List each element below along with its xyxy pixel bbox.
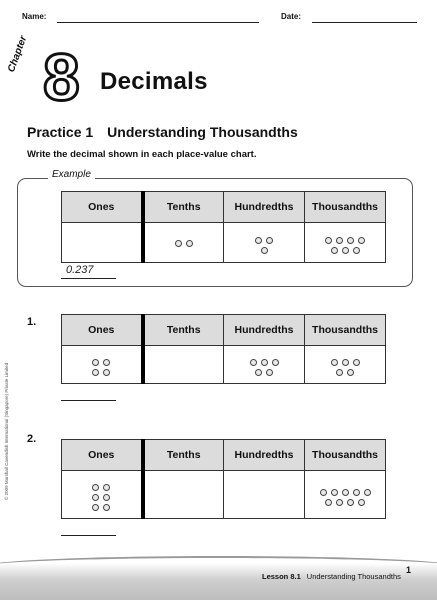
counter-dot — [353, 359, 360, 366]
counter-dot — [92, 359, 99, 366]
example-answer-line — [61, 278, 116, 279]
counter-dot — [353, 489, 360, 496]
copyright-notice: © 2009 Marshall Cavendish International (Singapore) Private Limited — [4, 362, 9, 500]
counter-dot — [261, 247, 268, 254]
counter-dot — [266, 237, 273, 244]
column-header-hundredths: Hundredths — [224, 192, 305, 223]
example-place-value-chart — [61, 191, 386, 263]
column-header-ones: Ones — [62, 192, 143, 223]
column-header-tenths: Tenths — [143, 440, 224, 471]
counter-dot — [325, 499, 332, 506]
column-header-hundredths: Hundredths — [224, 315, 305, 346]
practice-heading — [27, 124, 298, 140]
counter-dot — [331, 489, 338, 496]
counter-dot — [320, 489, 327, 496]
counter-dot — [92, 494, 99, 501]
tenths-cell — [143, 223, 224, 263]
counter-dot — [103, 504, 110, 511]
counter-dot — [336, 499, 343, 506]
counter-dot — [331, 247, 338, 254]
counter-dot — [358, 237, 365, 244]
counter-dot — [272, 359, 279, 366]
counter-dot — [261, 359, 268, 366]
example-label: Example — [48, 169, 95, 180]
tenths-cell — [143, 471, 224, 519]
question-2-answer-line[interactable] — [61, 535, 116, 536]
question-2-number: 2. — [27, 433, 37, 445]
chapter-word: Chapter — [6, 34, 30, 74]
counter-dot — [103, 494, 110, 501]
counter-dot — [347, 369, 354, 376]
counter-dot — [186, 240, 193, 247]
counter-dot — [103, 359, 110, 366]
practice-lesson-name: Understanding Thousandths — [107, 124, 298, 140]
counter-dot — [255, 369, 262, 376]
practice-label: Practice 1 — [27, 124, 94, 140]
question-1-place-value-chart — [61, 314, 386, 384]
footer-lesson-number: Lesson 8.1 — [262, 572, 301, 581]
thousandths-cell — [305, 471, 386, 519]
column-header-ones: Ones — [62, 315, 143, 346]
counter-dot — [103, 484, 110, 491]
hundredths-cell — [224, 471, 305, 519]
column-header-thousandths: Thousandths — [305, 440, 386, 471]
counter-dot — [358, 499, 365, 506]
counter-dot — [336, 237, 343, 244]
thousandths-counters — [317, 489, 374, 506]
column-header-tenths: Tenths — [143, 315, 224, 346]
counter-dot — [353, 247, 360, 254]
tenths-cell — [143, 346, 224, 384]
column-header-thousandths: Thousandths — [305, 315, 386, 346]
date-label: Date: — [281, 12, 302, 21]
counter-dot — [325, 237, 332, 244]
counter-dot — [347, 237, 354, 244]
ones-cell — [62, 223, 143, 263]
footer-lesson — [262, 572, 401, 581]
counter-dot — [103, 369, 110, 376]
chapter-title: Decimals — [100, 68, 208, 95]
counter-dot — [175, 240, 182, 247]
thousandths-counters — [322, 237, 368, 254]
counter-dot — [336, 369, 343, 376]
name-field[interactable] — [57, 22, 259, 23]
tenths-counters — [172, 240, 196, 247]
column-header-tenths: Tenths — [143, 192, 224, 223]
counter-dot — [347, 499, 354, 506]
column-header-ones: Ones — [62, 440, 143, 471]
page-number: 1 — [406, 565, 412, 575]
thousandths-counters — [328, 359, 363, 376]
counter-dot — [92, 369, 99, 376]
counter-dot — [266, 369, 273, 376]
question-1-number: 1. — [27, 316, 37, 328]
ones-cell — [62, 346, 143, 384]
chapter-number: 8 — [43, 40, 80, 114]
counter-dot — [92, 504, 99, 511]
counter-dot — [342, 489, 349, 496]
name-label: Name: — [22, 12, 47, 21]
ones-counters — [89, 359, 113, 376]
column-header-thousandths: Thousandths — [305, 192, 386, 223]
question-2-place-value-chart — [61, 439, 386, 519]
column-header-hundredths: Hundredths — [224, 440, 305, 471]
question-1-answer-line[interactable] — [61, 400, 116, 401]
counter-dot — [250, 359, 257, 366]
ones-cell — [62, 471, 143, 519]
hundredths-cell — [224, 223, 305, 263]
counter-dot — [342, 359, 349, 366]
example-answer: 0.237 — [66, 264, 94, 276]
counter-dot — [331, 359, 338, 366]
footer-lesson-name: Understanding Thousandths — [306, 572, 401, 581]
thousandths-cell — [305, 223, 386, 263]
counter-dot — [255, 237, 262, 244]
counter-dot — [364, 489, 371, 496]
instruction-text: Write the decimal shown in each place-value chart. — [27, 149, 257, 160]
hundredths-cell — [224, 346, 305, 384]
ones-counters — [89, 484, 113, 511]
hundredths-counters — [247, 359, 282, 376]
thousandths-cell — [305, 346, 386, 384]
counter-dot — [342, 247, 349, 254]
date-field[interactable] — [312, 22, 417, 23]
counter-dot — [92, 484, 99, 491]
hundredths-counters — [252, 237, 276, 254]
